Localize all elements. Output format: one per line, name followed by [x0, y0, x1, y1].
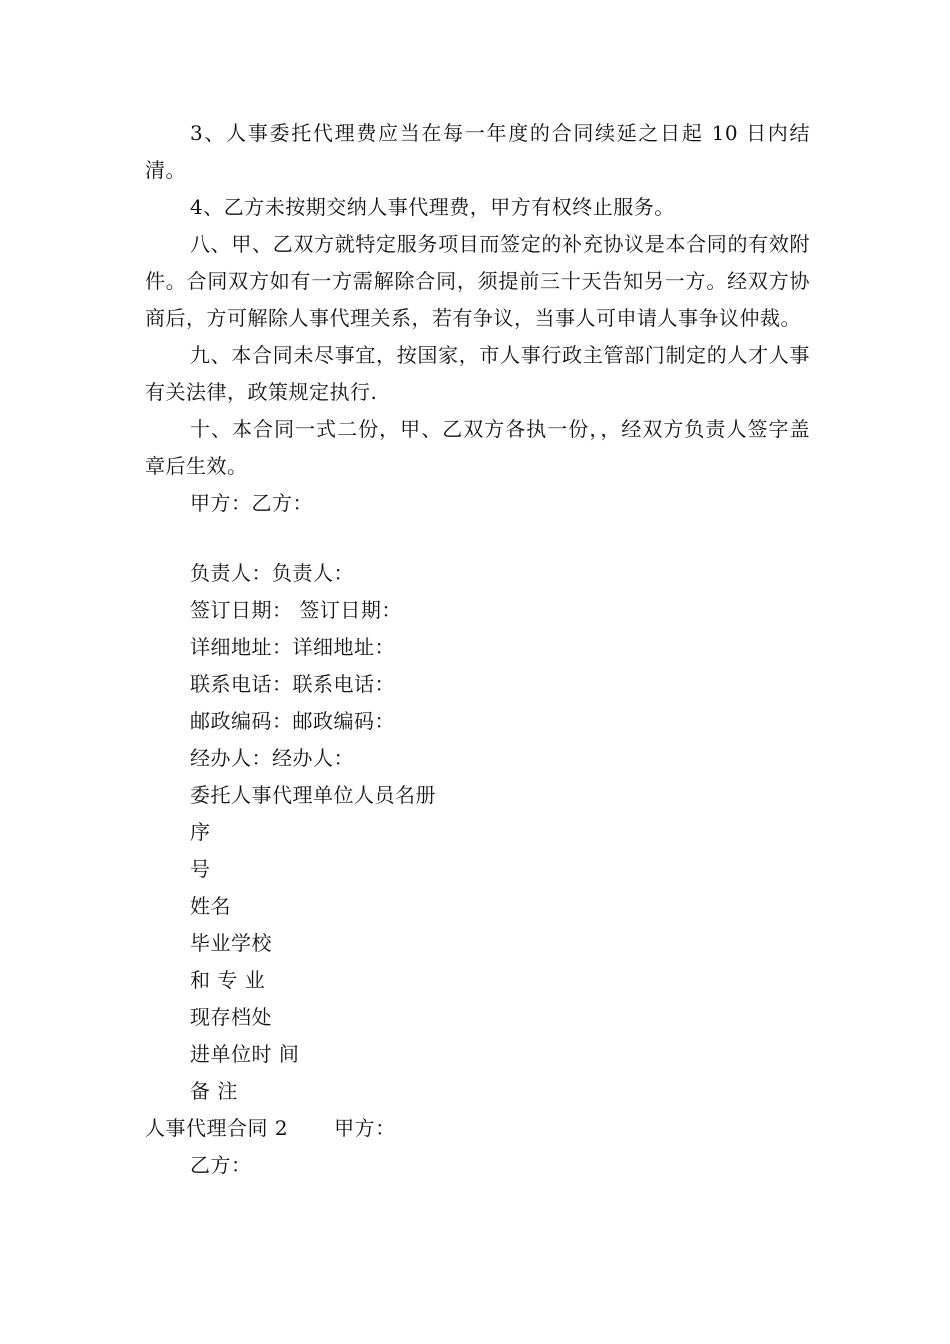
signature-address: 详细地址：详细地址： [190, 635, 395, 659]
clause-ten-copies: 十、本合同一式二份，甲、乙双方各执一份，，经双方负责人签字盖章后生效。 [145, 417, 810, 478]
clause-nine-unresolved: 九、本合同未尽事宜，按国家，市人事行政主管部门制定的人才人事有关法律，政策规定执行. [145, 343, 810, 404]
roster-col-school-1: 毕业学校 [190, 931, 272, 955]
contract2-title: 人事代理合同 2 [145, 1116, 289, 1140]
blank-gap [145, 522, 810, 555]
roster-col-school-2: 和 专 业 [190, 968, 266, 992]
signature-handler: 经办人：经办人： [190, 746, 354, 770]
signature-date: 签订日期： 签订日期： [190, 598, 402, 622]
clause-eight-supplement: 八、甲、乙双方就特定服务项目而签定的补充协议是本合同的有效附件。合同双方如有一方需解除合同，须提前三十天告知另一方。经双方协商后，方可解除人事代理关系，若有争议，当事人可申请人事争议仲裁。 [145, 232, 810, 330]
roster-col-remark: 备 注 [190, 1079, 238, 1103]
roster-col-seq-2: 号 [190, 857, 211, 881]
signature-postcode: 邮政编码：邮政编码： [190, 709, 395, 733]
roster-col-join-time: 进单位时 间 [190, 1042, 300, 1066]
clause-fee-termination: 4、乙方未按期交纳人事代理费，甲方有权终止服务。 [190, 195, 675, 219]
roster-col-seq-1: 序 [190, 820, 211, 844]
document-body [145, 115, 810, 1184]
contract2-heading [145, 1110, 810, 1147]
roster-col-archive: 现存档处 [190, 1005, 272, 1029]
signature-parties: 甲方：乙方： [190, 491, 313, 515]
signature-responsible: 负责人：负责人： [190, 561, 354, 585]
roster-title: 委托人事代理单位人员名册 [190, 783, 436, 807]
contract2-party-b: 乙方： [190, 1153, 252, 1177]
signature-phone: 联系电话：联系电话： [190, 672, 395, 696]
roster-col-name: 姓名 [190, 894, 231, 918]
clause-fee-settlement: 3、人事委托代理费应当在每一年度的合同续延之日起 10 日内结清。 [145, 121, 810, 182]
contract2-party-a: 甲方： [334, 1116, 396, 1140]
